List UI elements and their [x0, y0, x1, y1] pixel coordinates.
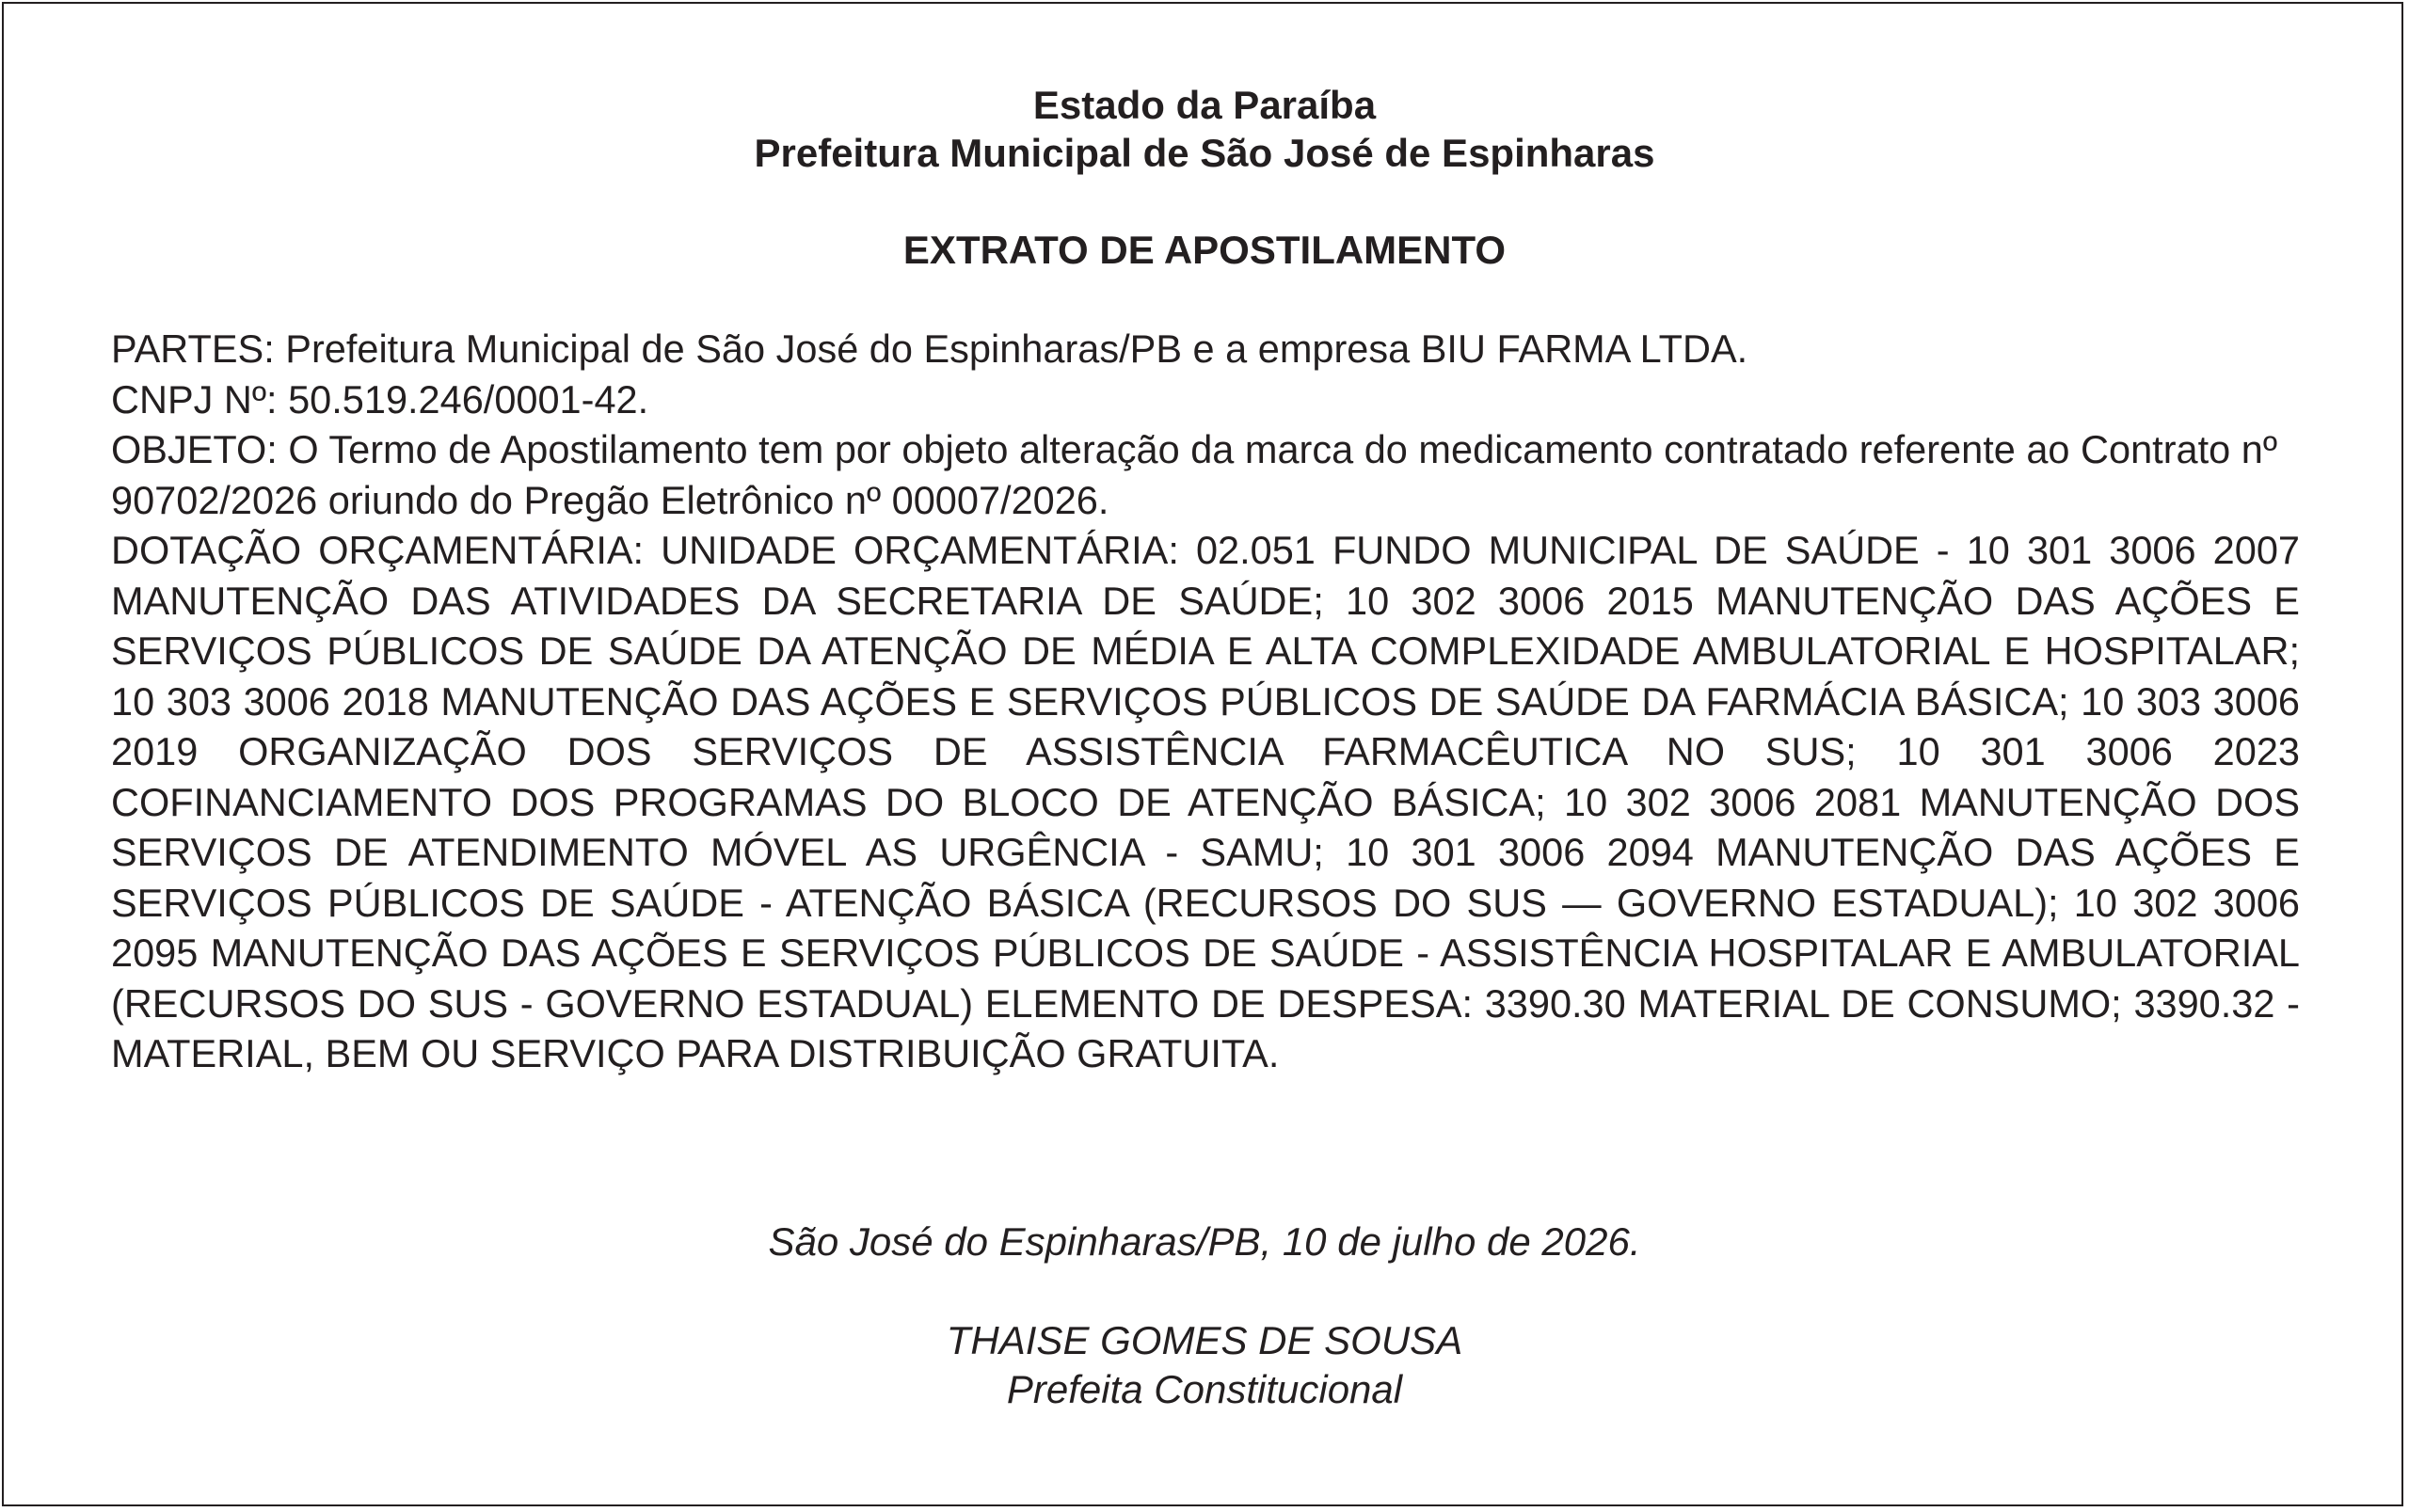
document-title: EXTRATO DE APOSTILAMENTO — [902, 228, 1507, 272]
signer-role: Prefeita Constitucional — [1006, 1367, 1403, 1411]
city-hall-heading: Prefeitura Municipal de São José de Espinharas — [754, 131, 1655, 175]
objeto-paragraph: OBJETO: O Termo de Apostilamento tem por objeto alteração da marca do medicamento contratado referente ao Contrato nº 90702/2026 oriundo do Pregão Eletrônico nº 00007/2026. — [111, 427, 2277, 522]
state-heading: Estado da Paraíba — [1032, 83, 1377, 127]
place-date: São José do Espinharas/PB, 10 de julho de 2026. — [768, 1219, 1641, 1264]
dotacao-paragraph: DOTAÇÃO ORÇAMENTÁRIA: UNIDADE ORÇAMENTÁRIA: 02.051 FUNDO MUNICIPAL DE SAÚDE - 10 301 3006 2007 MANUTENÇÃO DAS ATIVIDADES DA SECRETARIA DE SAÚDE; 10 302 3006 2015 MANUTENÇÃO DAS AÇÕES E SERVIÇOS PÚBLICOS DE SAÚDE DA ATENÇÃO DE MÉDIA E ALTA COMPLEXIDADE AMBULATORIAL E HOSPITALAR; 10 303 3006 2018 MANUTENÇÃO DAS AÇÕES E SERVIÇOS PÚBLICOS DE SAÚDE DA FARMÁCIA BÁSICA; 10 303 3006 2019 ORGANIZAÇÃO DOS SERVIÇOS DE ASSISTÊNCIA FARMACÊUTICA NO SUS; 10 301 3006 2023 COFINANCIAMENTO DOS PROGRAMAS DO BLOCO DE ATENÇÃO BÁSICA; 10 302 3006 2081 MANUTENÇÃO DOS SERVIÇOS DE ATENDIMENTO MÓVEL AS URGÊNCIA - SAMU; 10 301 3006 2094 MANUTENÇÃO DAS AÇÕES E SERVIÇOS PÚBLICOS DE SAÚDE - ATENÇÃO BÁSICA (RECURSOS DO SUS — GOVERNO ESTADUAL); 10 302 3006 2095 MANUTENÇÃO DAS AÇÕES E SERVIÇOS PÚBLICOS DE SAÚDE - ASSISTÊNCIA HOSPITALAR E AMBULATORIAL (RECURSOS DO SUS - GOVERNO ESTADUAL) ELEMENTO DE DESPESA: 3390.30 MATERIAL DE CONSUMO; 3390.32 - MATERIAL, BEM OU SERVIÇO PARA DISTRIBUIÇÃO GRATUITA. — [111, 528, 2300, 1075]
cnpj-paragraph: CNPJ Nº: 50.519.246/0001-42. — [111, 376, 649, 422]
partes-paragraph: PARTES: Prefeitura Municipal de São José do Espinharas/PB e a empresa BIU FARMA LTDA. — [111, 326, 1748, 371]
signer-name: THAISE GOMES DE SOUSA — [946, 1318, 1463, 1362]
document-body — [111, 324, 2300, 1079]
